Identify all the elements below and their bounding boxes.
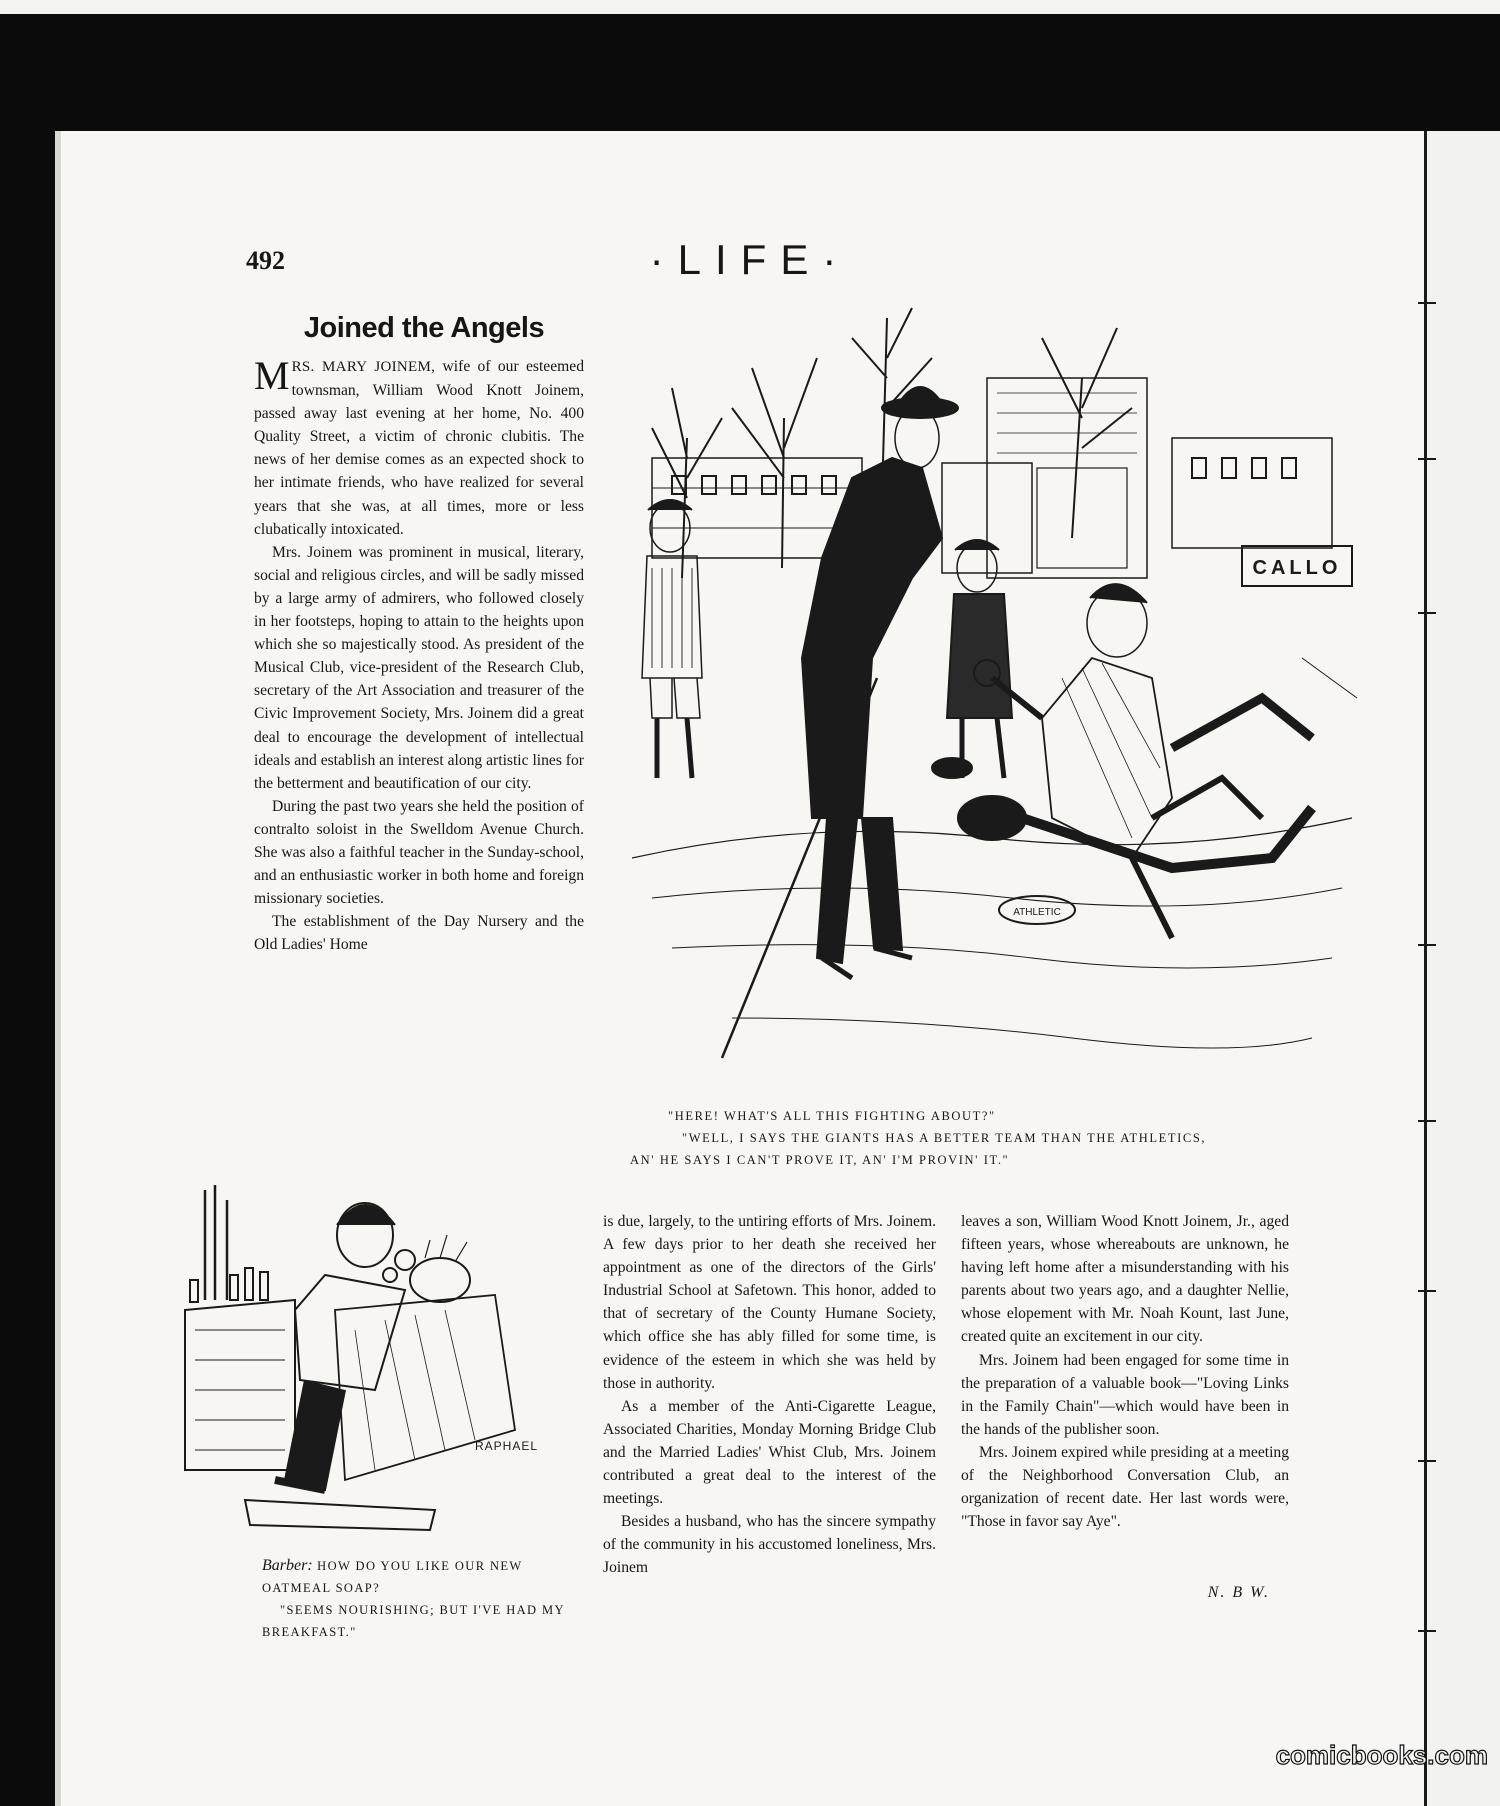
article-paragraph: The establishment of the Day Nursery and the Old Ladies' Home [254,913,584,954]
fence-sign-text: CALLO [1252,557,1342,579]
caption-speaker: Barber: [262,1557,313,1574]
barber-illustration [175,1180,595,1540]
caption-text: HOW DO YOU LIKE OUR NEW OATMEAL SOAP? [262,1559,523,1595]
street-fight-illustration [612,298,1362,1098]
lead-text: wife of our esteemed townsman, William Wood Knott Joinem, passed away last evening at her home, No. 400 Quality Street, a victim of chronic clubitis. The news of her demise comes as an expected shock to her intimate friends, who have realized for several years that she was, at all times, more or less clubatically intoxicated. [254,358,584,538]
caption-line: "WELL, I SAYS THE GIANTS HAS A BETTER TEAM THAN THE ATHLETICS, [682,1131,1207,1145]
article-paragraph: During the past two years she held the position of contralto soloist in the Swelldom Avenue Church. She was also a faithful teacher in the Sunday-school, and an enthusiastic worker in both home and foreign missionary societies. [254,797,584,908]
binding-tick [1418,458,1436,460]
article-paragraph: Mrs. Joinem had been engaged for some time in the preparation of a valuable book—"Loving Links in the Family Chain"—which would have been in the hands of the publisher soon. [961,1351,1289,1438]
article-column-right [961,1210,1289,1533]
binding-tick [1418,1630,1436,1632]
article-paragraph: As a member of the Anti-Cigarette League, Associated Charities, Monday Morning Bridge Club and the Married Ladies' Whist Club, Mrs. Joinem contributed a great deal to the interest of the meetings. [603,1397,936,1508]
article-paragraph: Mrs. Joinem expired while presiding at a meeting of the Neighborhood Conversation Club, an organization of recent date. Her last words were, "Those in favor say Aye". [961,1443,1289,1531]
caption-line [262,1555,580,1599]
caption-line: "HERE! WHAT'S ALL THIS FIGHTING ABOUT?" [668,1109,996,1123]
binding-tick [1418,1460,1436,1462]
barber-cartoon-caption [262,1555,580,1643]
page-number: 492 [246,246,285,275]
article-title: Joined the Angels [303,312,545,344]
article-column-middle [603,1210,936,1580]
article-paragraph: is due, largely, to the untiring efforts of Mrs. Joinem. A few days prior to her death she received her appointment as one of the directors of the Girls' Industrial School at Safetown. This honor, added to that of secretary of the County Humane Society, which office she has ably filled for some time, is evidence of the esteem in which she was held by those in authority. [603,1213,936,1392]
lead-caps: RS. MARY JOINEM, [291,359,436,375]
caption-line: "SEEMS NOURISHING; BUT I'VE HAD MY BREAKFAST." [262,1603,565,1639]
binding-line [1424,131,1427,1806]
hat-text: ATHLETIC [1013,907,1061,918]
masthead: ·LIFE· [649,236,851,283]
scan-top-strip [0,0,1500,14]
binding-tick [1418,944,1436,946]
article-paragraph: leaves a son, William Wood Knott Joinem, Jr., aged fifteen years, whose whereabouts are unknown, he having left home after a misunderstanding with his parents about two years ago, and a daughter Nellie, whose elopement with Mr. Noah Kount, last June, created quite an excitement in our city. [961,1213,1289,1346]
binding-tick [1418,1120,1436,1122]
artist-signature: RAPHAEL [475,1439,539,1453]
article-paragraph [254,355,584,541]
binding-tick [1418,1290,1436,1292]
author-signature: N. B W. [1207,1584,1270,1601]
binding-tick [1418,302,1436,304]
binding-tick [1418,612,1436,614]
article-column-left [254,355,584,956]
watermark-logo: comicbooks.com [1275,1740,1488,1770]
article-paragraph: Mrs. Joinem was prominent in musical, literary, social and religious circles, and will be sadly missed by a large army of admirers, who followed closely in her footsteps, hoping to attain to the heights upon which she so majestically stood. As president of the Musical Club, vice-president of the Research Club, secretary of the Art Association and treasurer of the Civic Improvement Society, Mrs. Joinem did a great deal to encourage the development of intellectual ideals and establish an interest along artistic lines for the betterment and beautification of our city. [254,543,584,792]
next-page-edge [1425,131,1500,1806]
main-cartoon-caption [630,1105,1275,1171]
caption-line: AN' HE SAYS I CAN'T PROVE IT, AN' I'M PROVIN' IT." [630,1153,1010,1167]
drop-cap: M [254,353,290,398]
article-paragraph: Besides a husband, who has the sincere sympathy of the community in his accustomed loneliness, Mrs. Joinem [603,1513,936,1577]
